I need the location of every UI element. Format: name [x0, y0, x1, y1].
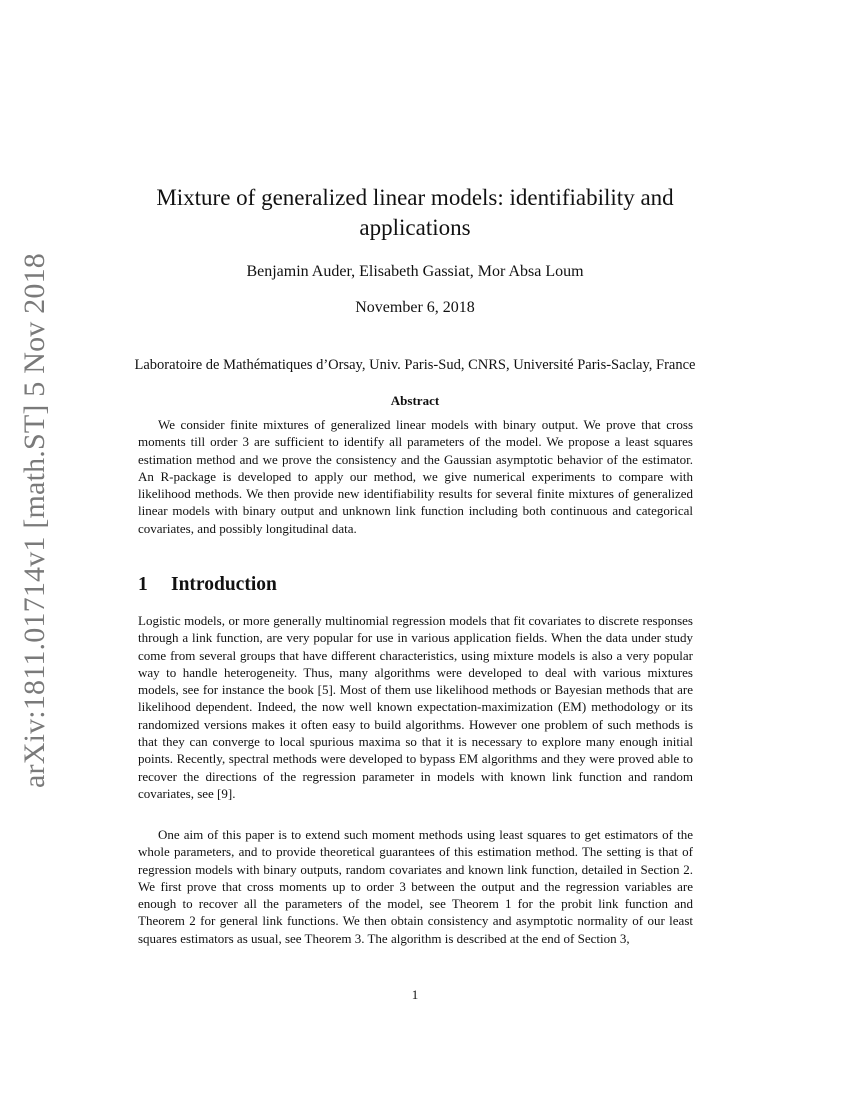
section-number: 1 — [138, 574, 148, 595]
abstract-body: We consider finite mixtures of generalized linear models with binary output. We prove that cross moments till order 3 are sufficient to identify all parameters of the model. We propose a least squares estimation method and we prove the consistency and the Gaussian asymptotic behavior of the estimator. An R-package is developed to apply our method, we give numerical experiments to compare with likelihood methods. We then provide new identifiability results for several finite mixtures of generalized linear models with binary output and unknown link function including both continuous and categorical covariates, and possibly longitudinal data. — [138, 417, 693, 536]
arxiv-identifier-stamp: arXiv:1811.01714v1 [math.ST] 5 Nov 2018 — [18, 253, 51, 788]
page-number: 1 — [411, 987, 419, 1002]
introduction-paragraph-1: Logistic models, or more generally multinomial regression models that fit covariates to discrete responses through a link function, are very popular for use in various application fields. When the data under study come from several groups that have different characteristics, using mixture models is also a very popular way to handle heterogeneity. Thus, many algorithms were developed to deal with various mixtures models, see for instance the book [5]. Most of them use likelihood methods or Bayesian methods that are likelihood dependent. Indeed, the now well known expectation-maximization (EM) methodology or its randomized versions makes it often easy to build algorithms. However one problem of such methods is that they can converge to local spurious maxima so that it is necessary to explore many enough initial points. Recently, spectral methods were developed to bypass EM algorithms and they were proved able to recover the directions of the regression parameter in models with known link function and random covariates, see [9]. — [138, 613, 693, 801]
abstract-heading: Abstract — [390, 393, 440, 408]
section-title: Introduction — [171, 574, 277, 595]
publication-date: November 6, 2018 — [355, 299, 475, 316]
introduction-paragraph-2: One aim of this paper is to extend such moment methods using least squares to get estimators of the whole parameters, and to provide theoretical guarantees of this estimation method. The setting is that of regression models with binary outputs, random covariates and known link function, detailed in Section 2. We first prove that cross moments up to order 3 between the output and the regression variables are enough to recover all the parameters of the model, see Theorem 1 for the probit link function and Theorem 2 for general link functions. We then obtain consistency and asymptotic normality of our least squares estimators as usual, see Theorem 3. The algorithm is described at the end of Section 3, — [138, 827, 693, 946]
paper-title: Mixture of generalized linear models: identifiability and applications — [156, 185, 674, 240]
author-list: Benjamin Auder, Elisabeth Gassiat, Mor Absa Loum — [246, 263, 584, 280]
author-affiliation: Laboratoire de Mathématiques d’Orsay, Univ. Paris-Sud, CNRS, Université Paris-Saclay, France — [134, 357, 696, 373]
section-heading-introduction — [138, 574, 538, 596]
